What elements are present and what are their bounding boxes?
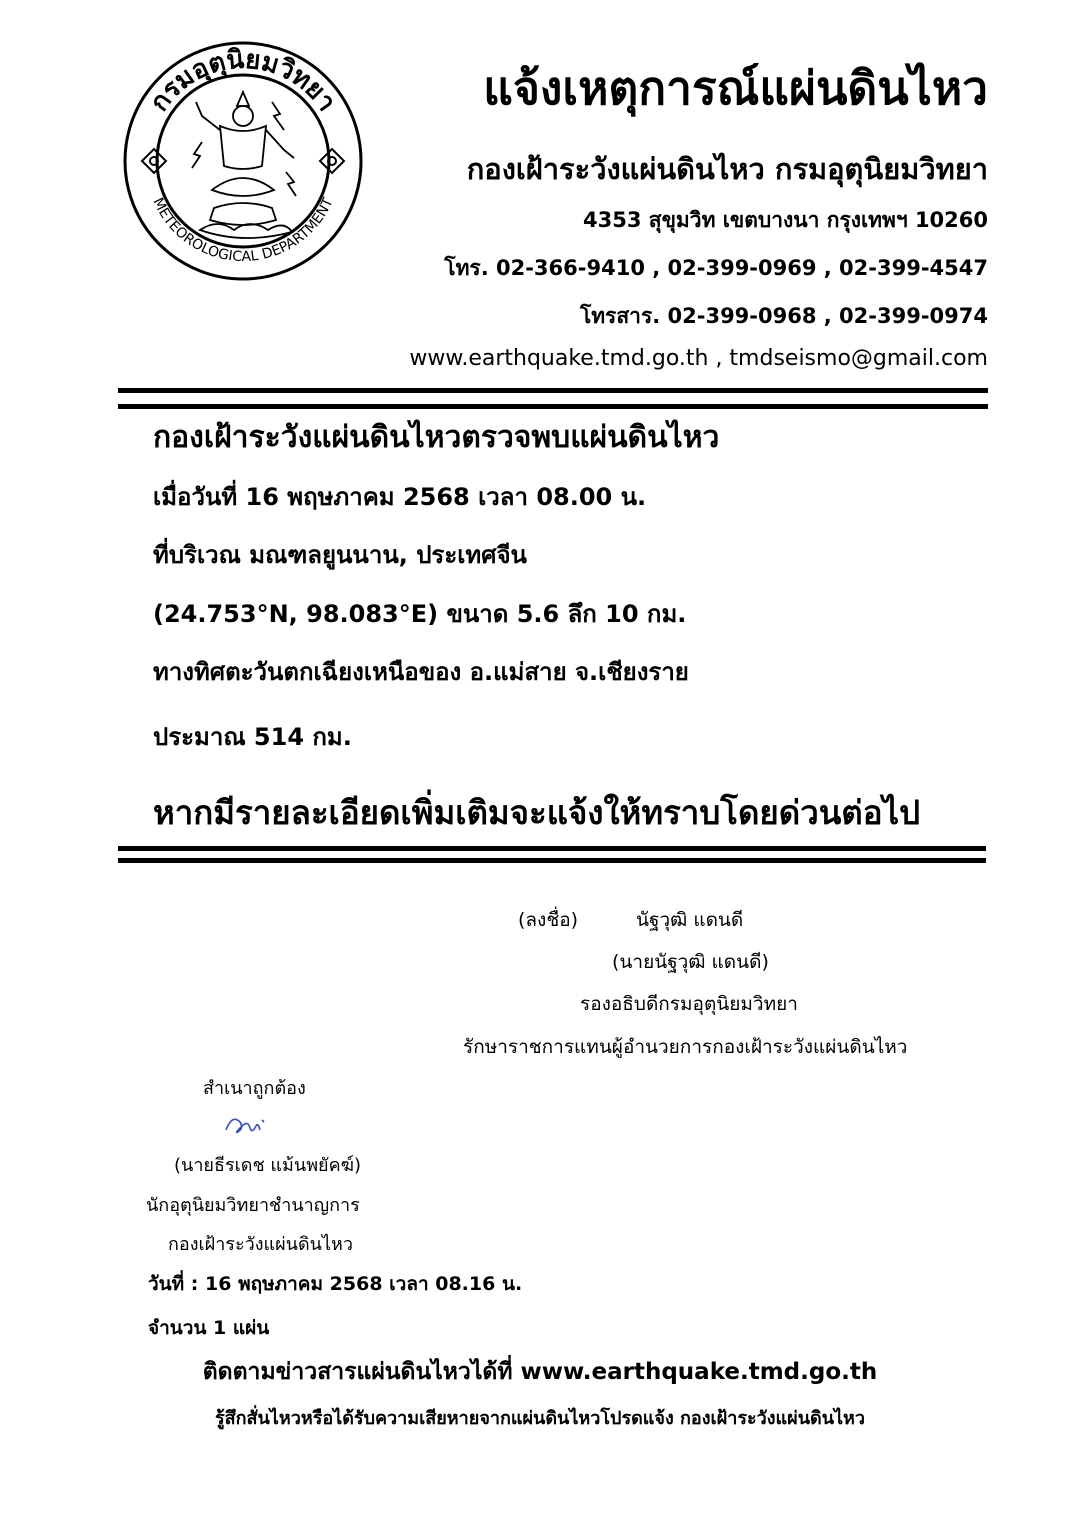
signature-prefix: (ลงชื่อ): [518, 909, 579, 931]
certified-copy-label: สำเนาถูกต้อง: [203, 1078, 306, 1099]
header-divider-bottom: [118, 404, 988, 409]
agency-address: 4353 สุขุมวิท เขตบางนา กรุงเทพฯ 10260: [583, 208, 988, 232]
certifier-position: นักอุตุนิยมวิทยาชำนาญการ: [146, 1195, 360, 1216]
signature-name: นัฐวุฒิ แดนดี: [636, 909, 744, 931]
meteorological-department-seal: [122, 40, 364, 282]
follow-news-line: ติดตามข่าวสารแผ่นดินไหวได้ที่ www.earthquake.tmd.go.th: [202, 1359, 878, 1385]
signer-acting-role: รักษาราชการแทนผู้อำนวยการกองเฝ้าระวังแผ่นดินไหว: [463, 1036, 908, 1058]
certifier-division: กองเฝ้าระวังแผ่นดินไหว: [168, 1234, 354, 1255]
seal-text-thai: กรมอุตุนิยมวิทยา: [144, 44, 342, 117]
report-distance: ประมาณ 514 กม.: [153, 723, 352, 751]
agency-web-email: www.earthquake.tmd.go.th , tmdseismo@gmail.com: [409, 346, 988, 371]
certifier-name: (นายธีรเดช แม้นพยัคฆ์): [174, 1155, 362, 1176]
report-damage-notice: รู้สึกสั่นไหวหรือได้รับความเสียหายจากแผ่นดินไหวโปรดแจ้ง กองเฝ้าระวังแผ่นดินไหว: [214, 1408, 866, 1429]
signer-position: รองอธิบดีกรมอุตุนิยมวิทยา: [580, 993, 798, 1015]
page-count: จำนวน 1 แผ่น: [148, 1317, 270, 1339]
report-time: เมื่อวันที่ 16 พฤษภาคม 2568 เวลา 08.00 น.: [153, 483, 647, 511]
issue-date: วันที่ : 16 พฤษภาคม 2568 เวลา 08.16 น.: [148, 1273, 523, 1295]
report-coordinates-magnitude: (24.753°N, 98.083°E) ขนาด 5.6 ลึก 10 กม.: [153, 600, 687, 628]
signer-full-name: (นายนัฐวุฒิ แดนดี): [612, 951, 769, 973]
seal-text-english: METEOROLOGICAL DEPARTMENT: [149, 195, 337, 266]
ornament-right-icon: [320, 149, 344, 173]
report-divider-top: [118, 846, 986, 851]
agency-phone: โทร. 02-366-9410 , 02-399-0969 , 02-399-4547: [444, 256, 988, 280]
ornament-left-icon: [142, 149, 166, 173]
report-direction: ทางทิศตะวันตกเฉียงเหนือของ อ.แม่สาย จ.เชียงราย: [153, 658, 689, 686]
deity-figure-icon: [192, 92, 296, 238]
report-place: ที่บริเวณ มณฑลยูนนาน, ประเทศจีน: [153, 541, 527, 569]
agency-name: กองเฝ้าระวังแผ่นดินไหว กรมอุตุนิยมวิทยา: [466, 152, 988, 186]
handwritten-signature-icon: [222, 1110, 272, 1140]
notice-title: แจ้งเหตุการณ์แผ่นดินไหว: [483, 61, 988, 115]
header-divider-top: [118, 388, 988, 393]
agency-fax: โทรสาร. 02-399-0968 , 02-399-0974: [579, 304, 988, 328]
report-followup: หากมีรายละเอียดเพิ่มเติมจะแจ้งให้ทราบโดยด่วนต่อไป: [153, 793, 921, 832]
report-title: กองเฝ้าระวังแผ่นดินไหวตรวจพบแผ่นดินไหว: [153, 420, 720, 455]
report-divider-bottom: [118, 858, 986, 863]
